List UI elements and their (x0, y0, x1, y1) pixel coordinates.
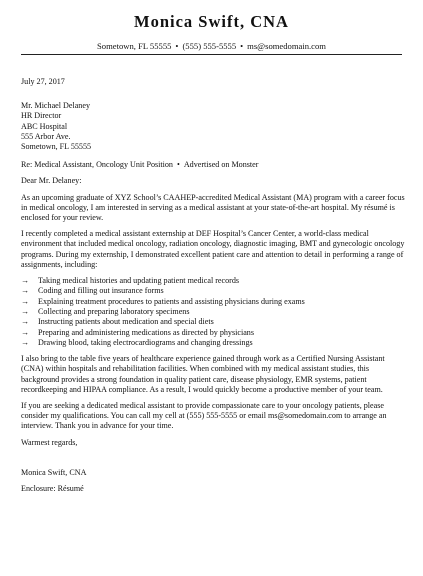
recipient-line: 555 Arbor Ave. (21, 131, 71, 141)
list-item (21, 297, 405, 307)
list-item-text: Instructing patients about medication and special diets (38, 317, 214, 327)
recipient-line: Mr. Michael Delaney (21, 101, 90, 111)
arrow-icon: → (21, 327, 30, 337)
re-source: Advertised on Monster (183, 160, 259, 170)
assignment-list (21, 276, 405, 348)
signature-name: Monica Swift, CNA (21, 467, 87, 477)
arrow-icon: → (21, 276, 30, 286)
email-link[interactable]: ms@somedomain.com (247, 41, 326, 51)
list-item (21, 276, 405, 286)
list-item-text: Preparing and administering medications as directed by physicians (38, 327, 255, 337)
recipient-line: HR Director (21, 111, 62, 121)
list-item-text: Collecting and preparing laboratory specimens (38, 306, 190, 316)
list-item (21, 307, 405, 317)
list-item (21, 338, 405, 348)
list-item (21, 286, 405, 296)
separator-dot: • (175, 41, 179, 51)
list-item (21, 328, 405, 338)
contact-line (0, 41, 423, 51)
arrow-icon: → (21, 296, 30, 306)
list-item (21, 317, 405, 327)
recipient-address (21, 101, 405, 152)
applicant-name: Monica Swift, CNA (134, 12, 289, 31)
enclosure-line: Enclosure: Résumé (21, 483, 84, 493)
paragraph-experience: I also bring to the table five years of healthcare experience gained through work as a Certified Nursing Assistant (CNA) within hospitals and rehabilitation facilities. When combined with my medical assistant studies, this background provides a strong foundation in quality patient care, disease physiology, EMR systems, patient recordkeeping and HIPAA compliance. As a result, I would quickly become a productive member of your team. (21, 354, 385, 394)
recipient-line: Sometown, FL 55555 (21, 142, 92, 152)
header-divider (21, 54, 402, 55)
phone-text: (555) 555-5555 (182, 41, 237, 51)
separator-dot: • (240, 41, 244, 51)
list-item-text: Coding and filling out insurance forms (38, 286, 164, 296)
city-text: Sometown, FL 55555 (97, 41, 172, 51)
recipient-line: ABC Hospital (21, 121, 68, 131)
letter-body (21, 77, 405, 500)
list-item-text: Explaining treatment procedures to patients and assisting physicians during exams (38, 296, 305, 306)
arrow-icon: → (21, 286, 30, 296)
arrow-icon: → (21, 337, 30, 347)
list-item-text: Taking medical histories and updating patient medical records (38, 276, 240, 286)
letter-date: July 27, 2017 (21, 77, 65, 86)
paragraph-externship: I recently completed a medical assistant externship at DEF Hospital’s Cancer Center, a world-class medical environment that included medical oncology, radiation oncology, diagnostic imaging, BMT and gynecologic oncology programs. During my externship, I demonstrated excellent patient care and attention to detail in performing a range of assignments, including: (21, 229, 405, 269)
closing: Warmest regards, (21, 437, 78, 447)
list-item-text: Drawing blood, taking electrocardiograms and changing dressings (38, 337, 253, 347)
arrow-icon: → (21, 317, 30, 327)
paragraph-call-to-action: If you are seeking a dedicated medical assistant to provide compassionate care to your oncology patients, please consider my qualifications. You can call my cell at (555) 555-5555 or email ms@somedomain.com to arrange an interview. Thank you in advance for your time. (21, 400, 387, 431)
paragraph-intro: As an upcoming graduate of XYZ School’s CAAHEP-accredited Medical Assistant (MA) program with a career focus in medical oncology, I am interested in serving as a medical assistant at your state-of-the-art hospital. My résumé is enclosed for your review. (21, 192, 405, 223)
salutation: Dear Mr. Delaney: (21, 176, 82, 186)
re-bullet: • (176, 160, 180, 170)
re-subject: Re: Medical Assistant, Oncology Unit Position (21, 160, 173, 170)
re-line (21, 160, 405, 170)
arrow-icon: → (21, 306, 30, 316)
